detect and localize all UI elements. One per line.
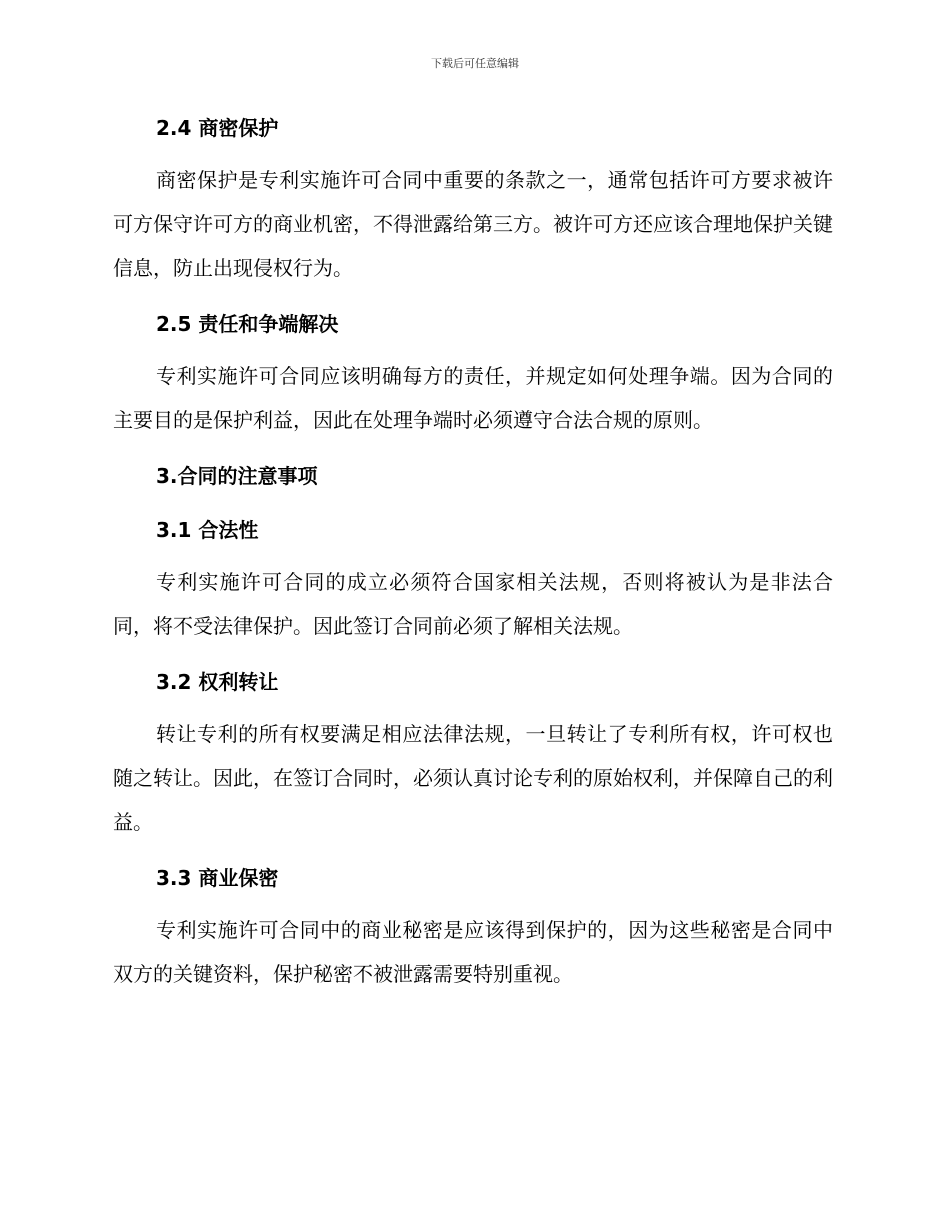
section-heading-2-5: 2.5 责任和争端解决 bbox=[156, 312, 339, 336]
section-heading-3: 3.合同的注意事项 bbox=[156, 464, 318, 488]
section-heading-3-1: 3.1 合法性 bbox=[156, 518, 259, 542]
document-body bbox=[113, 108, 833, 996]
section-paragraph-3-2: 转让专利的所有权要满足相应法律法规，一旦转让了专利所有权，许可权也随之转让。因此，在签订合同时，必须认真讨论专利的原始权利，并保障自己的利益。 bbox=[113, 722, 833, 834]
section-paragraph-2-4: 商密保护是专利实施许可合同中重要的条款之一，通常包括许可方要求被许可方保守许可方的商业机密，不得泄露给第三方。被许可方还应该合理地保护关键信息，防止出现侵权行为。 bbox=[113, 168, 833, 280]
section-heading-3-2: 3.2 权利转让 bbox=[156, 670, 279, 694]
page-header: 下载后可任意编辑 bbox=[431, 57, 519, 70]
section-heading-3-3: 3.3 商业保密 bbox=[156, 866, 279, 890]
section-paragraph-3-1: 专利实施许可合同的成立必须符合国家相关法规，否则将被认为是非法合同，将不受法律保护。因此签订合同前必须了解相关法规。 bbox=[113, 570, 833, 638]
section-heading-2-4: 2.4 商密保护 bbox=[156, 116, 279, 140]
section-paragraph-3-3: 专利实施许可合同中的商业秘密是应该得到保护的，因为这些秘密是合同中双方的关键资料，保护秘密不被泄露需要特别重视。 bbox=[113, 918, 833, 986]
section-paragraph-2-5: 专利实施许可合同应该明确每方的责任，并规定如何处理争端。因为合同的主要目的是保护利益，因此在处理争端时必须遵守合法合规的原则。 bbox=[113, 364, 833, 432]
